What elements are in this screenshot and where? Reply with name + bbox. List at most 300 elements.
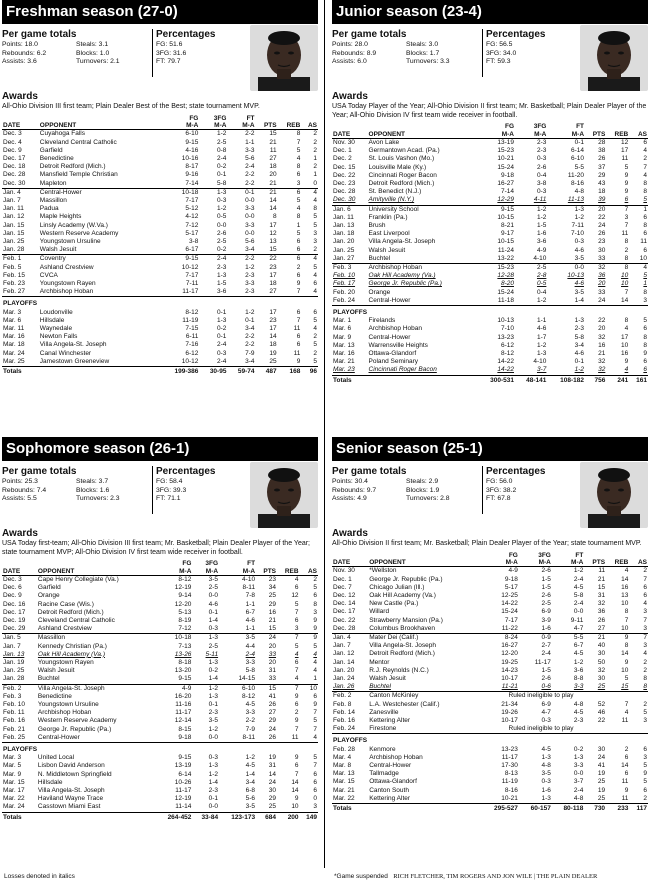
stat-value: Steals: 3.7 bbox=[76, 478, 109, 485]
game-stat: 5 bbox=[313, 584, 317, 592]
game-stat: 4-6 bbox=[574, 246, 585, 254]
game-stat: 10 bbox=[621, 280, 629, 288]
game-stat: 9 bbox=[624, 180, 629, 188]
game-stat: 0-3 bbox=[536, 155, 547, 163]
game-stat: 6 bbox=[624, 770, 629, 778]
stat-row bbox=[332, 487, 478, 496]
game-date: Jan. 27 bbox=[333, 254, 355, 262]
total-value: 487 bbox=[256, 367, 278, 377]
game-date: Feb. 17 bbox=[333, 280, 356, 288]
game-stat: 1-5 bbox=[541, 583, 551, 591]
game-stat: 29 bbox=[268, 717, 277, 725]
game-stat: 16-20 bbox=[174, 692, 192, 700]
game-stat: 2-4 bbox=[217, 155, 227, 163]
game-stat: 6 bbox=[643, 230, 647, 238]
game-row bbox=[332, 155, 648, 163]
game-stat: 8 bbox=[624, 608, 629, 616]
game-date: Jan. 18 bbox=[333, 230, 355, 238]
game-stat: 13-20 bbox=[174, 667, 192, 675]
game-stat: 4 bbox=[624, 567, 629, 575]
game-stat: 7-11 bbox=[185, 280, 199, 288]
total-value: 168 bbox=[278, 367, 302, 377]
game-stat: 9 bbox=[624, 188, 629, 196]
game-opponent: Willard bbox=[369, 608, 390, 616]
game-row bbox=[332, 255, 648, 264]
game-stat: 13 bbox=[269, 238, 277, 246]
game-stat: 29 bbox=[598, 171, 606, 179]
game-row bbox=[2, 163, 318, 171]
game-stat: 9 bbox=[294, 754, 299, 762]
game-opponent: Kettering Alter bbox=[369, 794, 411, 802]
game-stat: 7 bbox=[313, 725, 317, 733]
game-date: Dec. 29 bbox=[3, 625, 26, 633]
game-stat: 0-1 bbox=[245, 316, 255, 324]
game-stat: 2-2 bbox=[245, 130, 255, 138]
game-opponent: George Jr. Republic (Pa.) bbox=[37, 725, 112, 733]
game-row bbox=[2, 754, 318, 762]
game-stat: 8-16 bbox=[504, 786, 518, 794]
game-stat: 7 bbox=[294, 770, 299, 778]
game-stat: 25 bbox=[597, 683, 606, 691]
game-stat: 11-13 bbox=[567, 196, 585, 204]
game-date: Dec. 15 bbox=[333, 163, 356, 171]
game-stat: 5 bbox=[313, 213, 317, 221]
game-opponent: Mansfield Temple Christian bbox=[39, 171, 118, 179]
game-stat: 6 bbox=[624, 196, 629, 204]
game-row bbox=[332, 795, 648, 804]
game-stat: 7 bbox=[643, 163, 647, 171]
game-stat: 3-3 bbox=[573, 683, 584, 691]
game-stat: 12-14 bbox=[174, 717, 192, 725]
game-stat: 32 bbox=[598, 333, 606, 341]
game-stat: 2 bbox=[296, 263, 301, 271]
game-date: Dec. 17 bbox=[3, 608, 26, 616]
summary-block bbox=[2, 29, 318, 91]
game-stat: 24 bbox=[256, 634, 277, 643]
game-stat: 12 bbox=[269, 229, 277, 237]
game-row bbox=[332, 642, 648, 650]
game-stat: 8-12 bbox=[178, 576, 192, 583]
game-stat: 1-3 bbox=[192, 634, 219, 643]
game-date: Jan. 15 bbox=[3, 221, 25, 229]
total-value: 48-141 bbox=[515, 375, 547, 385]
game-stat: 4 bbox=[313, 271, 317, 279]
game-row bbox=[2, 309, 318, 317]
game-stat: 0-2 bbox=[217, 325, 227, 333]
game-date: Mar. 3 bbox=[3, 754, 22, 762]
percentage-value: FG: 51.6 bbox=[156, 41, 183, 48]
game-stat: 2-6 bbox=[536, 163, 547, 171]
game-opponent: Racine Case (Wis.) bbox=[37, 600, 94, 608]
game-opponent: Cleveland Central Catholic bbox=[37, 617, 115, 625]
game-stat: 39 bbox=[598, 196, 606, 204]
game-stat: 9-18 bbox=[504, 575, 518, 583]
game-stat: 3-4 bbox=[574, 341, 585, 349]
game-stat: 0-0 bbox=[573, 770, 584, 778]
game-stat: 6-10 bbox=[571, 155, 585, 163]
game-opponent: Youngstown Rayen bbox=[37, 659, 94, 667]
game-date: Mar. 8 bbox=[333, 762, 352, 770]
per-game-totals bbox=[332, 29, 478, 67]
game-stat: 2-5 bbox=[217, 138, 227, 146]
game-opponent: Ashland Crestview bbox=[37, 625, 92, 633]
game-stat: 4 bbox=[643, 650, 647, 658]
game-stat: 9 bbox=[624, 786, 629, 794]
game-row bbox=[332, 608, 648, 616]
game-stat: 5-13 bbox=[178, 608, 192, 616]
percentages-heading: Percentages bbox=[486, 466, 546, 477]
game-opponent: Mater Dei (Calif.) bbox=[368, 634, 480, 643]
game-stat: 3 bbox=[313, 803, 317, 811]
game-stat: 10-21 bbox=[497, 155, 514, 163]
game-stat: 29 bbox=[268, 600, 277, 608]
game-stat: 10 bbox=[621, 341, 629, 349]
game-stat: 1-2 bbox=[536, 213, 547, 221]
game-stat: 7-17 bbox=[504, 616, 518, 624]
game-stat: 15-24 bbox=[497, 163, 514, 171]
game-date: Feb. 15 bbox=[3, 271, 26, 279]
game-stat: 2 bbox=[313, 163, 317, 171]
game-stat: 24 bbox=[268, 725, 277, 733]
game-stat: 4 bbox=[294, 576, 299, 583]
game-opponent: Central-Hower bbox=[39, 188, 161, 197]
col-opponent: OPPONENT bbox=[37, 568, 156, 576]
game-stat: 2-8 bbox=[536, 272, 547, 280]
col-opponent: OPPONENT bbox=[39, 122, 161, 130]
game-stat: 1-1 bbox=[245, 625, 256, 633]
game-stat: 6 bbox=[643, 139, 647, 146]
game-stat: 20 bbox=[585, 205, 606, 214]
game-date: Feb. 24 bbox=[333, 296, 356, 304]
game-stat: 9 bbox=[294, 795, 299, 803]
game-stat: 8-12 bbox=[242, 692, 256, 700]
game-opponent: Tallmadge bbox=[369, 770, 399, 778]
stat-value: Blocks: 1.6 bbox=[76, 486, 110, 494]
game-date: Dec. 19 bbox=[3, 617, 26, 625]
game-opponent: Germantown Acad. (Pa.) bbox=[368, 147, 440, 155]
game-stat: 16-27 bbox=[501, 642, 518, 650]
game-stat: 7 bbox=[624, 616, 629, 624]
game-stat: 2-3 bbox=[536, 147, 547, 155]
stat-value: Steals: 3.1 bbox=[76, 41, 109, 48]
game-stat: 3 bbox=[313, 229, 317, 237]
game-opponent: Ottawa-Glandorf bbox=[369, 778, 417, 786]
game-stat: 5-8 bbox=[217, 179, 227, 187]
game-row bbox=[332, 576, 648, 584]
game-date: Nov. 30 bbox=[333, 139, 355, 146]
game-stat: 4 bbox=[313, 733, 317, 741]
game-date: Mar. 5 bbox=[3, 762, 22, 770]
game-stat: 7 bbox=[643, 575, 647, 583]
game-stat: 20 bbox=[598, 325, 606, 333]
game-stat: 2 bbox=[643, 700, 647, 708]
game-row bbox=[2, 601, 318, 609]
game-opponent: Franklin (Pa.) bbox=[368, 213, 408, 221]
game-date: Feb. 20 bbox=[333, 288, 356, 296]
col-ma: M-A bbox=[219, 568, 256, 576]
season-title: Junior season (23-4) bbox=[332, 0, 648, 24]
game-stat: 9-18 bbox=[178, 733, 192, 741]
stat-value: Assists: 3.6 bbox=[2, 58, 37, 66]
game-opponent: New Castle (Pa.) bbox=[369, 600, 419, 608]
game-row bbox=[2, 693, 318, 701]
game-stat: 0-4 bbox=[536, 288, 547, 296]
game-stat: 25 bbox=[268, 803, 277, 811]
game-stat: 3-7 bbox=[536, 366, 547, 374]
game-opponent: Ashland Crestview bbox=[39, 263, 94, 271]
game-stat: 32 bbox=[598, 358, 606, 366]
game-stat: 2 bbox=[313, 130, 317, 138]
total-value: 241 bbox=[606, 375, 629, 385]
game-stat: 6 bbox=[313, 592, 317, 600]
game-stat: 1-5 bbox=[217, 280, 227, 288]
game-date: Mar. 6 bbox=[3, 316, 22, 324]
game-row bbox=[332, 634, 648, 643]
game-stat: 4 bbox=[296, 155, 301, 163]
game-stat: 5-17 bbox=[185, 229, 199, 237]
game-stat: 6-10 bbox=[185, 130, 199, 138]
col-reb: REB bbox=[606, 559, 629, 567]
percentage-value: 3FG: 38.2 bbox=[486, 486, 517, 494]
game-stat: 6 bbox=[313, 787, 317, 795]
game-opponent: Canal Winchester bbox=[39, 349, 92, 357]
playoffs-header bbox=[2, 743, 318, 755]
game-date: Feb. 3 bbox=[332, 264, 368, 273]
game-stat: 11-14 bbox=[175, 803, 192, 811]
game-stat: 2-2 bbox=[245, 171, 255, 179]
total-value: 684 bbox=[256, 812, 277, 822]
game-date: Feb. 25 bbox=[3, 733, 26, 741]
percentages-heading: Percentages bbox=[156, 466, 216, 477]
game-stat: 33 bbox=[268, 650, 277, 658]
game-stat: 19-25 bbox=[501, 658, 518, 666]
game-opponent: Firelands bbox=[368, 317, 396, 325]
game-stat: 1-2 bbox=[192, 684, 219, 693]
col-date: DATE bbox=[332, 559, 368, 567]
game-stat: 4-10 bbox=[533, 358, 547, 366]
game-stat: 1-3 bbox=[574, 317, 585, 325]
game-row bbox=[2, 643, 318, 651]
game-stat: 27 bbox=[268, 709, 277, 717]
game-stat: 4 bbox=[313, 197, 317, 205]
game-date: Dec. 14 bbox=[333, 600, 356, 608]
game-stat: 30 bbox=[598, 246, 606, 254]
percentage-value: 3FG: 34.0 bbox=[486, 49, 517, 57]
game-stat: 2-4 bbox=[217, 357, 227, 365]
game-stat: 9-15 bbox=[477, 205, 515, 214]
game-stat: 0-1 bbox=[574, 358, 585, 366]
game-stat: 7 bbox=[294, 725, 299, 733]
stat-row bbox=[2, 495, 148, 504]
game-stat: 6 bbox=[278, 188, 302, 197]
percentages bbox=[482, 29, 572, 77]
game-date: Dec. 18 bbox=[3, 163, 26, 171]
game-stat: 8 bbox=[296, 130, 301, 138]
game-stat: 4-9 bbox=[508, 567, 518, 575]
game-row bbox=[332, 317, 648, 325]
game-stat: 9-17 bbox=[500, 230, 514, 238]
col-as: AS bbox=[629, 131, 648, 139]
game-stat: 4 bbox=[313, 650, 317, 658]
game-stat: 1-3 bbox=[208, 659, 219, 667]
game-date: Mar. 21 bbox=[333, 786, 355, 794]
game-stat: 36 bbox=[597, 608, 606, 616]
game-stat: 2 bbox=[643, 666, 647, 674]
game-stat: 1-2 bbox=[536, 296, 547, 304]
game-stat: 5-8 bbox=[245, 667, 256, 675]
game-stat: 13 bbox=[621, 592, 629, 600]
game-stat: 1 bbox=[296, 221, 301, 229]
percentage-value: FG: 58.4 bbox=[156, 478, 183, 485]
col-ma: M-A bbox=[552, 559, 584, 567]
game-stat: 13-26 bbox=[174, 650, 192, 658]
stat-row bbox=[2, 487, 148, 496]
game-stat: 2-3 bbox=[245, 288, 255, 296]
game-stat: 6 bbox=[296, 171, 301, 179]
game-opponent: Cuyahoga Falls bbox=[39, 130, 85, 138]
game-row bbox=[332, 625, 648, 634]
game-opponent: Orange bbox=[368, 288, 391, 296]
game-stat: 8-8 bbox=[573, 675, 584, 683]
total-value: 200 bbox=[277, 812, 300, 822]
game-stat: 2 bbox=[643, 567, 647, 575]
ineligible-note: Ruled ineligible to play bbox=[508, 725, 574, 733]
game-row bbox=[332, 675, 648, 683]
game-stat: 7 bbox=[313, 762, 317, 770]
game-row bbox=[332, 247, 648, 255]
game-stat: 0 bbox=[313, 179, 317, 187]
game-stat: 8-20 bbox=[500, 280, 514, 288]
game-stat: 11 bbox=[621, 155, 629, 163]
game-stat: 3-5 bbox=[541, 770, 551, 778]
summary-block bbox=[332, 466, 648, 528]
game-stat: 2 bbox=[313, 333, 317, 341]
game-row bbox=[2, 155, 318, 163]
game-stat: 5 bbox=[313, 341, 317, 349]
table-header bbox=[332, 131, 648, 139]
game-stat: 9-15 bbox=[160, 255, 199, 264]
game-opponent: Cincinnati Roger Bacon bbox=[368, 366, 437, 374]
game-stat: 3 bbox=[624, 213, 629, 221]
awards-heading: Awards bbox=[332, 528, 368, 539]
game-stat: 21 bbox=[256, 188, 278, 197]
game-stat: 1 bbox=[643, 280, 647, 288]
per-game-heading: Per game totals bbox=[332, 29, 407, 40]
game-opponent: Buchtel bbox=[369, 683, 391, 691]
game-stat: 6-7 bbox=[573, 642, 584, 650]
game-stat: 9-18 bbox=[500, 171, 514, 179]
game-stat: 5-5 bbox=[552, 634, 584, 643]
game-opponent: Detroit Redford (Mich.) bbox=[39, 163, 106, 171]
game-date: Feb. 23 bbox=[3, 280, 26, 288]
game-stat: 19 bbox=[597, 786, 606, 794]
game-date: Jan. 28 bbox=[3, 675, 25, 683]
game-date: Dec. 23 bbox=[333, 180, 356, 188]
game-stat: 7-14 bbox=[500, 188, 514, 196]
game-stat: 8-12 bbox=[500, 350, 514, 358]
playoffs-header bbox=[332, 734, 648, 746]
total-value: 233 bbox=[606, 804, 629, 814]
game-stat: 15 bbox=[269, 130, 277, 138]
game-stat: 4 bbox=[294, 675, 299, 683]
col-ma: M-A bbox=[547, 131, 585, 139]
game-date: Mar. 6 bbox=[333, 325, 352, 333]
game-stat: 4 bbox=[296, 205, 301, 213]
game-stat: 11-17 bbox=[182, 288, 199, 296]
game-opponent: Orange bbox=[37, 592, 60, 600]
game-stat: 10-12 bbox=[181, 263, 199, 271]
game-stat: 6 bbox=[643, 786, 647, 794]
total-value: 300-531 bbox=[477, 375, 515, 385]
game-stat: 1-4 bbox=[208, 778, 219, 786]
game-stat: 0-2 bbox=[217, 163, 227, 171]
game-stat: 50 bbox=[597, 658, 606, 666]
per-game-heading: Per game totals bbox=[332, 466, 407, 477]
game-opponent: Zanesville bbox=[369, 708, 399, 716]
game-stat: 9-15 bbox=[178, 754, 192, 762]
column-divider bbox=[324, 0, 325, 868]
game-stat: 0-8 bbox=[217, 146, 227, 154]
awards-heading: Awards bbox=[332, 91, 368, 102]
game-stat: 3-6 bbox=[217, 288, 227, 296]
game-row bbox=[332, 746, 648, 754]
game-stat: 14 bbox=[268, 770, 277, 778]
game-stat: 7 bbox=[624, 700, 629, 708]
game-stat: 7 bbox=[624, 222, 629, 230]
game-stat: 14 bbox=[291, 778, 299, 786]
game-stat: 1-5 bbox=[541, 666, 551, 674]
game-stat: 20 bbox=[268, 642, 277, 650]
game-date: Jan. 6 bbox=[332, 205, 368, 214]
game-opponent: Villa Angela-St. Joseph bbox=[37, 684, 156, 693]
game-stat: 4 bbox=[629, 264, 648, 273]
game-stat: 23 bbox=[598, 238, 606, 246]
game-opponent: University School bbox=[368, 205, 478, 214]
game-stat: 7 bbox=[629, 634, 648, 643]
game-date: Feb. 27 bbox=[3, 288, 26, 296]
stat-value: Assists: 4.9 bbox=[332, 495, 367, 503]
game-stat: 8-16 bbox=[571, 180, 585, 188]
game-stat: 8 bbox=[643, 180, 647, 188]
game-stat: 3-7 bbox=[573, 778, 584, 786]
game-stat: 2-3 bbox=[245, 271, 255, 279]
game-stat: 30 bbox=[268, 787, 277, 795]
game-opponent: CVCA bbox=[39, 271, 58, 279]
game-stat: 2-4 bbox=[573, 575, 584, 583]
game-stat: 7 bbox=[294, 608, 299, 616]
game-stat: 8-18 bbox=[178, 659, 192, 667]
game-stat: 18 bbox=[269, 280, 277, 288]
game-stat: 2-3 bbox=[217, 263, 227, 271]
percentage-value: 3FG: 39.3 bbox=[156, 486, 187, 494]
game-row bbox=[332, 280, 648, 288]
col-ma: M-A bbox=[519, 559, 552, 567]
game-stat: 10 bbox=[621, 624, 629, 632]
game-date: Mar. 15 bbox=[3, 778, 25, 786]
game-stat: 5-6 bbox=[245, 795, 256, 803]
col-tfg: 3FG bbox=[213, 114, 227, 122]
game-stat: 6 bbox=[296, 341, 301, 349]
game-stat: 2-5 bbox=[515, 264, 547, 273]
table-header-top bbox=[332, 552, 648, 559]
game-stat: 3-5 bbox=[208, 576, 219, 583]
game-row bbox=[332, 272, 648, 280]
game-date: Mar. 3 bbox=[3, 308, 22, 316]
game-row bbox=[332, 659, 648, 667]
game-row bbox=[332, 709, 648, 717]
game-stat: 5-6 bbox=[245, 155, 255, 163]
game-date: Dec. 3 bbox=[3, 576, 22, 583]
